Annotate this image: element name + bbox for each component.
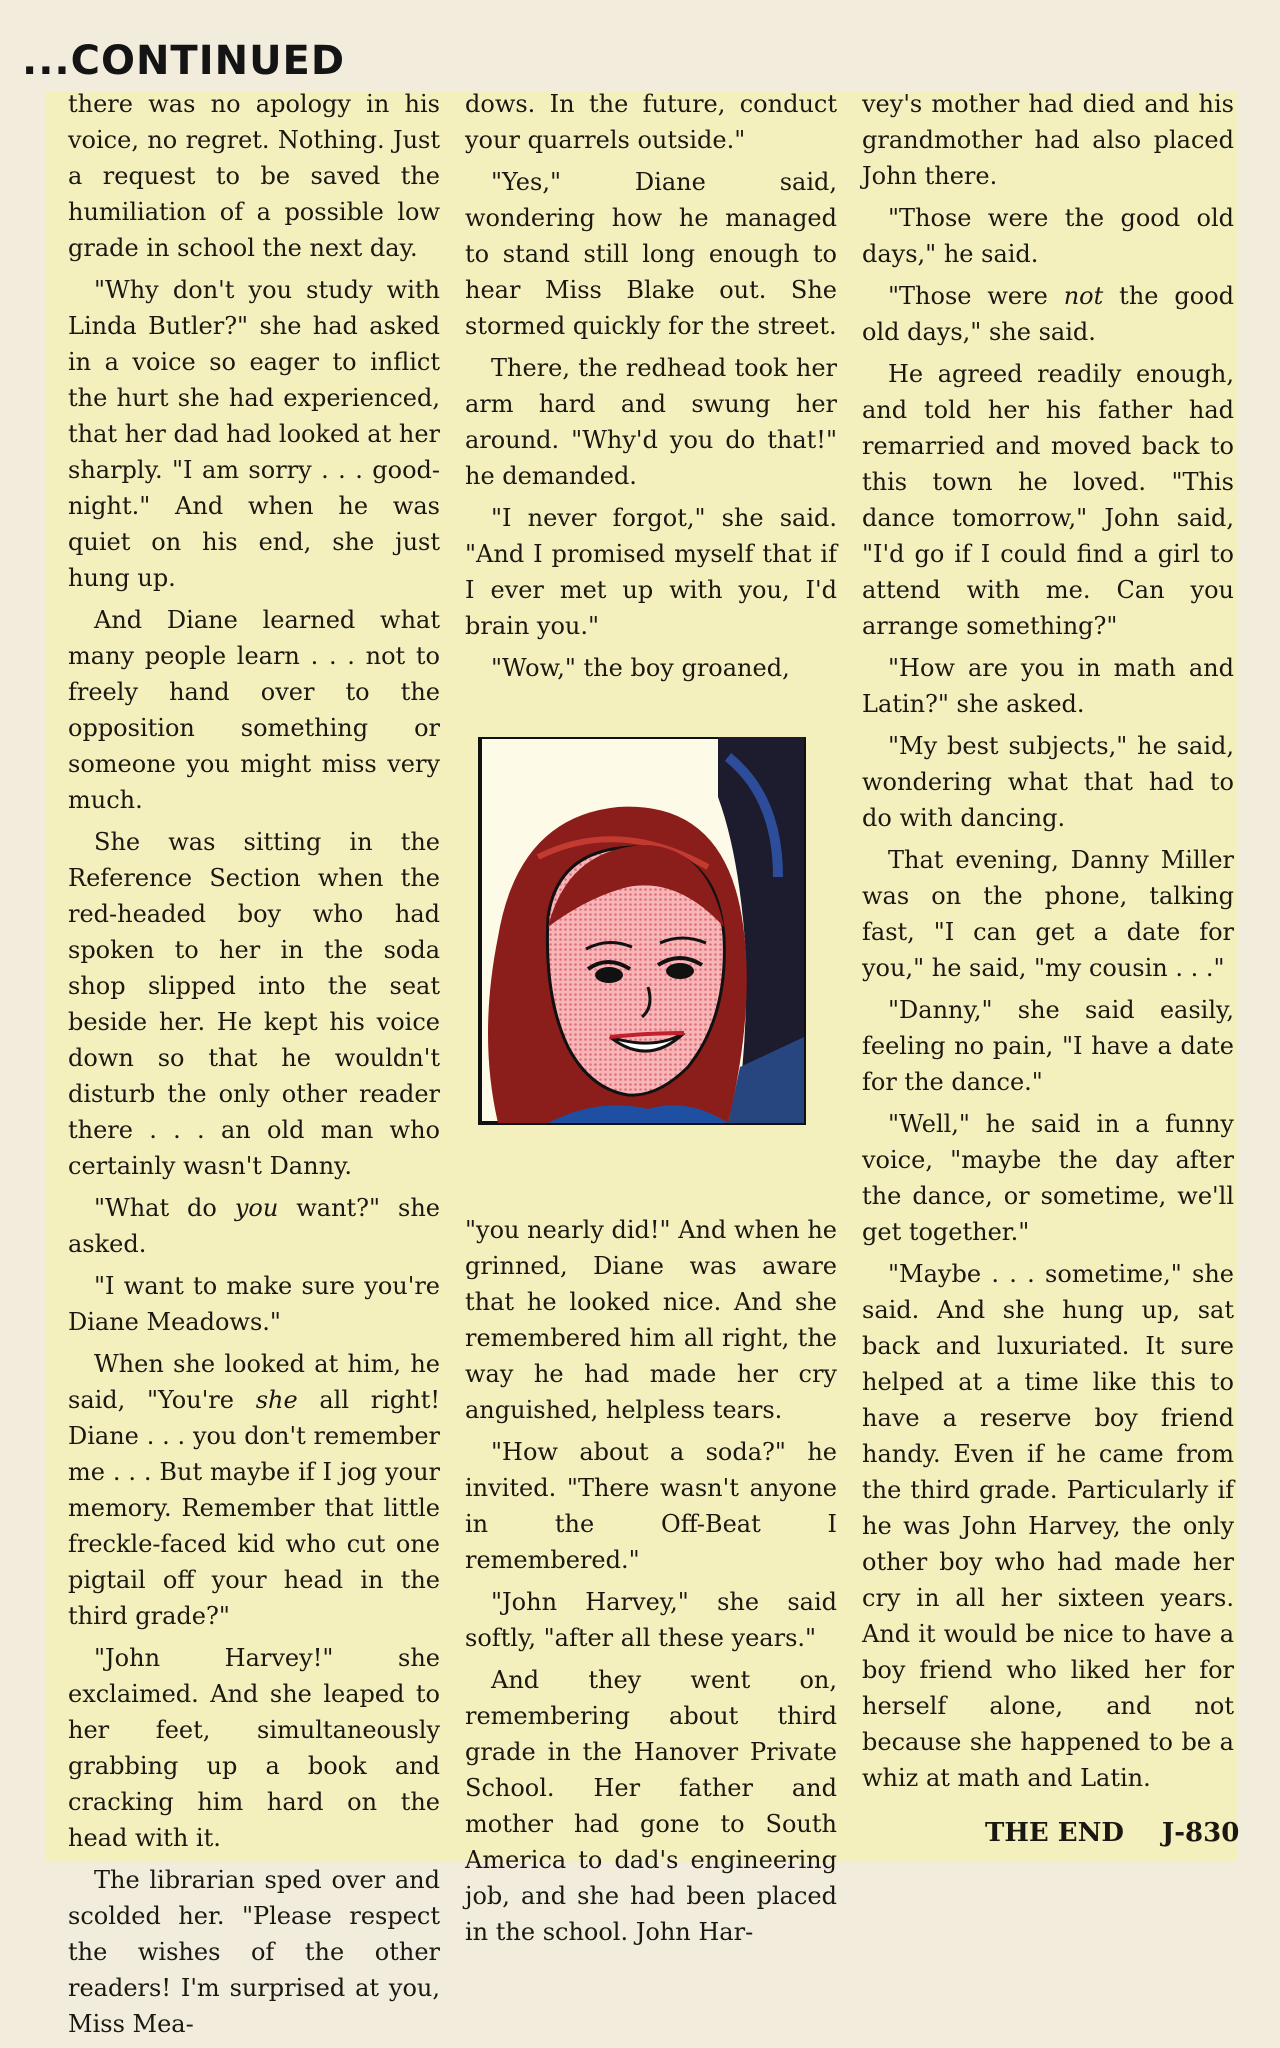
woman-portrait-image [478, 737, 806, 1125]
paragraph: "Well," he said in a funny voice, "maybe the day after the dance, or sometime, we'll get together." [862, 1110, 1234, 1246]
portrait-illustration [478, 737, 806, 1125]
paragraph: "you nearly did!" And when he grinned, Diane was aware that he looked nice. And she remembered him all right, the way he had made her cry anguished, helpless tears. [465, 1216, 837, 1424]
paragraph: When she looked at him, he said, "You're she all right! Diane . . . you don't remember me . . . But maybe if I jog your memory. Remember that little freckle-faced kid who cut one pigtail off your head in the third grade?" [68, 1350, 440, 1630]
paragraph: "Those were the good old days," he said. [862, 204, 1234, 268]
paragraph: That evening, Danny Miller was on the phone, talking fast, "I can get a date for you," he said, "my cousin . . ." [862, 846, 1234, 982]
paragraph: "What do you want?" she asked. [68, 1194, 440, 1258]
paragraph: "I never forgot," she said. "And I promised myself that if I ever met up with you, I'd brain you." [465, 504, 837, 640]
paragraph: "Wow," the boy groaned, [491, 654, 790, 682]
paragraph: "John Harvey," she said softly, "after all these years." [465, 1588, 837, 1652]
paragraph: "Yes," Diane said, wondering how he managed to stand still long enough to hear Miss Blake out. She stormed quickly for the street. [465, 168, 837, 340]
paragraph: "Why don't you study with Linda Butler?" she had asked in a voice so eager to inflict the hurt she had experienced, that her dad had looked at her sharply. "I am sorry . . . good-night." And when he was quiet on his end, she just hung up. [68, 276, 440, 592]
story-column-1 [68, 86, 440, 2048]
paragraph: There, the redhead took her arm hard and swung her around. "Why'd you do that!" he demanded. [465, 354, 837, 490]
paragraph: "How about a soda?" he invited. "There wasn't anyone in the Off-Beat I remembered." [465, 1438, 837, 1574]
story-column-3 [862, 86, 1234, 1802]
paragraph: "How are you in math and Latin?" she asked. [862, 654, 1234, 718]
paragraph: "I want to make sure you're Diane Meadows." [68, 1272, 440, 1336]
story-code: J-830 [1161, 1818, 1240, 1848]
paragraph: "My best subjects," he said, wondering what that had to do with dancing. [862, 732, 1234, 832]
page-footer [985, 1818, 1239, 1848]
the-end-label: THE END [985, 1818, 1124, 1848]
paragraph: And Diane learned what many people learn . . . not to freely hand over to the opposition something or someone you might miss very much. [68, 606, 440, 814]
paragraph: "Those were not the good old days," she said. [862, 282, 1234, 346]
story-column-2-bottom [465, 1212, 837, 1956]
page-title: ...CONTINUED [22, 38, 346, 84]
paragraph: And they went on, remembering about third grade in the Hanover Private School. Her father and mother had gone to South America to dad's engineering job, and she had been placed in the school. John Har- [465, 1666, 837, 1946]
paragraph: "John Harvey!" she exclaimed. And she leaped to her feet, simultaneously grabbing up a book and cracking him hard on the head with it. [68, 1644, 440, 1852]
paragraph: He agreed readily enough, and told her his father had remarried and moved back to this town he loved. "This dance tomorrow," John said, "I'd go if I could find a girl to attend with me. Can you arrange something?" [862, 360, 1234, 640]
paragraph: dows. In the future, conduct your quarrels outside." [465, 90, 837, 154]
story-column-2-top [465, 86, 837, 692]
paragraph: "Maybe . . . sometime," she said. And she hung up, sat back and luxuriated. It sure helped at a time like this to have a reserve boy friend handy. Even if he came from the third grade. Particularly if he was John Harvey, the only other boy who had made her cry in all her sixteen years. And it would be nice to have a boy friend who liked her for herself alone, and not because she happened to be a whiz at math and Latin. [862, 1260, 1234, 1792]
paragraph: there was no apology in his voice, no regret. Nothing. Just a request to be saved the humiliation of a possible low grade in school the next day. [68, 90, 440, 262]
paragraph: The librarian sped over and scolded her. "Please respect the wishes of the other readers! I'm surprised at you, Miss Mea- [68, 1866, 440, 2038]
paragraph: vey's mother had died and his grandmother had also placed John there. [862, 90, 1234, 190]
paragraph: She was sitting in the Reference Section when the red-headed boy who had spoken to her in the soda shop slipped into the seat beside her. He kept his voice down so that he wouldn't disturb the only other reader there . . . an old man who certainly wasn't Danny. [68, 828, 440, 1180]
paragraph: "Danny," she said easily, feeling no pain, "I have a date for the dance." [862, 996, 1234, 1096]
